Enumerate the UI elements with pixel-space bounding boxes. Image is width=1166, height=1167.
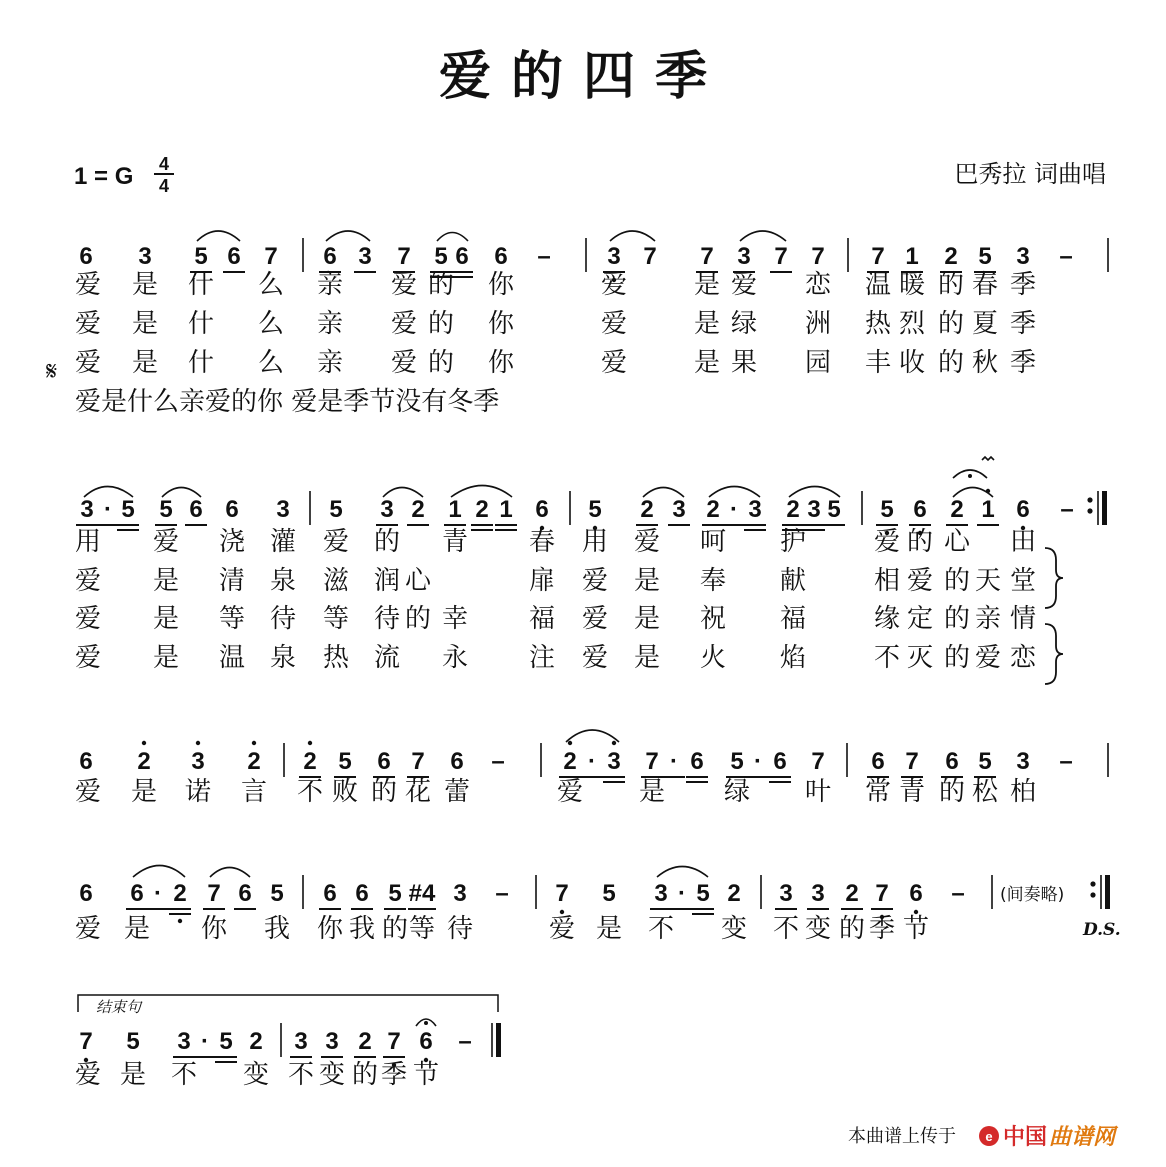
octave-dot-below [178,919,182,923]
note: 6 [450,748,464,775]
repeat-dot [1087,497,1092,502]
note: 3 [807,496,821,523]
note: 3 [672,496,686,523]
ds-mark: D.S. [1083,920,1121,940]
note: 3 [779,880,793,907]
note: · [730,496,738,523]
note: 1 [905,243,919,270]
note: 2 [563,748,577,775]
lyric-braces [1045,548,1063,684]
note: 2 [249,1028,263,1055]
note: 3 [177,1028,191,1055]
note: 3 [811,880,825,907]
note: 5 [588,496,602,523]
note: 5 [219,1028,233,1055]
lyric-line: 爱是清泉滋润心扉爱是奉献相爱的天堂 [75,566,1037,596]
note: 7 [811,748,825,775]
note: 2 [411,496,425,523]
lyric-line: 爱是不变不变的季节 [75,1060,440,1090]
note: – [1059,243,1073,270]
footer-brand-b: 曲谱网 [1049,1124,1116,1150]
note: 2 [475,496,489,523]
note: 5 [194,243,208,270]
time-signature-top: 4 [158,154,170,174]
lyric-line: 爱是什么亲爱的你爱是爱恋温暖的春季 [75,270,1037,300]
note: 7 [387,1028,401,1055]
note: 7 [645,748,659,775]
fermata-dot [968,474,972,478]
lyric-line: 爱是温泉热流永注爱是火焰不灭的爱恋 [75,643,1037,673]
lyrics-block [75,270,1037,1090]
note: 5 [602,880,616,907]
note: 3 [358,243,372,270]
footer-text: 本曲谱上传于 [848,1126,956,1147]
note: 6 [535,496,549,523]
note: – [458,1028,472,1055]
note: 2 [137,748,151,775]
note: 3 [654,880,668,907]
lyric-line: 爱是什么亲爱的你爱是果园丰收的秋季 [75,348,1037,378]
note: 1 [981,496,995,523]
brace-icon [1045,624,1063,684]
note: 6 [355,880,369,907]
note: 5 [126,1028,140,1055]
footer [848,1124,1119,1150]
note: 6 [225,496,239,523]
footer-brand-a: 中国 [1003,1124,1048,1150]
note: 5 [696,880,710,907]
note: 2 [845,880,859,907]
note: 7 [207,880,221,907]
note: 5 [978,243,992,270]
note: 5 [730,748,744,775]
credit-text: 巴秀拉 词曲唱 [954,160,1106,188]
repeat-dot [1090,892,1095,897]
note: 3 [80,496,94,523]
note: 2 [303,748,317,775]
note: 5 [827,496,841,523]
note: 7 [905,748,919,775]
music-row-4 [79,875,1110,923]
note: · [670,748,678,775]
note: 7 [555,880,569,907]
note: 5 [121,496,135,523]
note: 7 [700,243,714,270]
note: 5 [880,496,894,523]
note: 3 [325,1028,339,1055]
lyric-line: 用爱浇灌爱的青春用爱呵护爱的心田 [75,527,1037,557]
note: 6 [79,748,93,775]
site-logo-icon [979,1126,999,1146]
time-signature-bottom: 4 [158,176,170,196]
note: 7 [875,880,889,907]
note: 2 [640,496,654,523]
slur [610,231,655,241]
octave-dot-above [612,741,616,745]
note: 6 [419,1028,433,1055]
song-title: 爱的四季 [438,46,728,107]
slur [197,231,240,241]
note: 2 [706,496,720,523]
slur [437,233,468,242]
note: 6 [238,880,252,907]
note: 6 [945,748,959,775]
octave-dot-above [196,741,200,745]
note: 5 [338,748,352,775]
note: #4 [408,880,436,907]
lyric-line: 爱是诺言不败的花蕾爱是绿叶常青的松柏 [75,777,1037,807]
note: 6 [130,880,144,907]
note: 7 [643,243,657,270]
fermata-dot [424,1021,428,1025]
note: 6 [227,243,241,270]
note: 6 [871,748,885,775]
note: 6 [690,748,704,775]
note: – [491,748,505,775]
note: 2 [950,496,964,523]
note: 3 [380,496,394,523]
note: 2 [358,1028,372,1055]
music-row-3 [79,741,1108,782]
note: 6 [189,496,203,523]
note: 6 [455,243,469,270]
svg-text:e: e [985,1129,993,1144]
note: 6 [1016,496,1030,523]
repeat-dot [1090,881,1095,886]
brace-icon [1045,548,1063,608]
note: – [951,880,965,907]
octave-dot-above [308,741,312,745]
note: 3 [453,880,467,907]
interlude-label: (间奏略) [1000,885,1065,905]
note: 6 [377,748,391,775]
note: 6 [323,243,337,270]
note: 3 [748,496,762,523]
note: 2 [247,748,261,775]
note: 6 [773,748,787,775]
note: 5 [270,880,284,907]
note: 2 [173,880,187,907]
lyric-line: 爱是什么亲爱的你爱是绿洲热烈的夏季 [75,309,1037,339]
octave-dot-above [252,741,256,745]
octave-dot-above [142,741,146,745]
key-signature [74,154,174,196]
note: 6 [79,243,93,270]
repeat-dot [1087,508,1092,513]
note: 5 [978,748,992,775]
slur [210,868,250,878]
key-label: 1 = G [74,163,134,190]
note: 6 [494,243,508,270]
note: 6 [909,880,923,907]
note: 7 [264,243,278,270]
octave-dot-above [568,741,572,745]
slur [657,867,708,878]
note: 3 [1016,243,1030,270]
note: 7 [79,1028,93,1055]
note: 3 [607,748,621,775]
note: 2 [944,243,958,270]
slur [740,231,786,241]
note: 5 [159,496,173,523]
note: 6 [79,880,93,907]
note: 7 [774,243,788,270]
note: · [588,748,596,775]
note: 3 [607,243,621,270]
note: 5 [388,880,402,907]
trill-icon [982,457,994,460]
note: · [154,880,162,907]
lyric-line: 爱是你我你我的等待爱是不变不变的季节 [75,914,930,944]
note: 5 [434,243,448,270]
note: – [495,880,509,907]
note: 7 [871,243,885,270]
slur [326,231,370,241]
note: · [104,496,112,523]
note: – [1060,496,1074,523]
note: 3 [294,1028,308,1055]
segno-icon: 𝄋 [46,356,58,386]
lyric-line: 爱是什么亲爱的你 爱是季节没有冬季 [75,387,500,417]
note: 7 [811,243,825,270]
note: 7 [397,243,411,270]
repeat-end-bar [1105,875,1110,909]
note: 5 [329,496,343,523]
note: – [1059,748,1073,775]
slur [133,866,185,878]
note: 3 [138,243,152,270]
note: 2 [727,880,741,907]
final-bar [496,1023,501,1057]
note: · [678,880,686,907]
slur [566,730,619,742]
lyric-line: 爱是等待等待的幸福爱是祝福缘定的亲情 [75,604,1037,634]
note: 3 [276,496,290,523]
note: – [537,243,551,270]
note: 2 [786,496,800,523]
repeat-end-bar [1102,491,1107,525]
ending-label: 结束句 [96,999,142,1016]
note: 7 [411,748,425,775]
note: 1 [448,496,462,523]
note: 3 [1016,748,1030,775]
note: · [754,748,762,775]
note: 1 [499,496,513,523]
ending-bracket [78,995,498,1016]
note: · [201,1028,209,1055]
note: 3 [191,748,205,775]
note: 6 [323,880,337,907]
note: 3 [737,243,751,270]
note: 6 [913,496,927,523]
